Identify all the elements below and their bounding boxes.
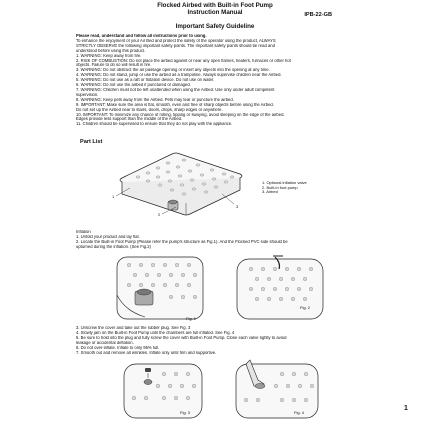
part-item: 3. Airbed [262,189,278,195]
safety-section-title: Important Safety Guideline [175,23,255,30]
safety-line: To enhance the enjoyment of your Air Bed and protect the safety of the operator using the product, ALWAYS [76,38,276,43]
safety-line: 11. Children should be supervised to ensure that they do not play with the appliance. [76,122,233,127]
safety-line: supervision. [76,92,99,97]
figure-4-label: Fig. 4 [294,410,305,415]
safety-line: Edges provide less support than the middle of the Airbed. [76,117,183,122]
callout-3: 3 [236,204,239,209]
inflation-steps-continued [76,326,376,355]
inflation-step: 6. Do not over-inflate. Inflate to only 95% full. [76,345,160,350]
figure-3-label: Fig. 3 [180,410,191,415]
manual-title: Flocked Airbed with Built-in Foot Pump [157,2,273,9]
safety-line: 10. IMPORTANT: To minimize any chance of rolling, tipping or swaying, avoid sleeping on the edge of the airbed. [76,112,285,117]
inflation-step: leakage or accidental deflation. [76,340,134,345]
inflation-step: 2. Locate the Built-in Foot Pump (Please refer the pump's structure as Fig.1). And the Flocked PVC side should be [76,239,288,244]
callout-2: 2 [158,212,161,217]
safety-line: 8. WARNING: Keep pets away from the Airbed. Pets may tear or puncture the airbed. [76,97,234,102]
safety-intro: Please read, understand and follow all instructions prior to using. [76,34,207,38]
figure-3-illustration [118,358,206,420]
figure-2-label: Fig. 2 [300,305,311,310]
inflation-step: 7. Smooth out and remove all wrinkles. Inflate only until firm and supportive. [76,350,217,355]
safety-line: Do not set up the Airbed near to stairs, doors, drops, sharp edges or anywhere. [76,107,223,112]
figure-2-illustration [235,255,327,323]
safety-line: 1. WARNING: Keep away from fire. [76,53,142,58]
page-number: 1 [404,405,408,412]
safety-line: objects. Failure to do so will result in fire. [76,63,152,68]
safety-line: STRICTLY OBSERVE the following important safety points. The Important safety points should be read and [76,43,275,48]
part-item: 2. Built-in foot pump [262,184,298,190]
model-code: IPB-22-GB [304,12,332,18]
part-item: 1. Optional inflation valve [262,180,307,185]
inflation-step: 5. Be sure to hold into the plug and fully screw the cover with Built-in Foot Pump. Close each valve tightly to avoid [76,335,287,340]
manual-subtitle: Instruction Manual [187,9,243,16]
airbed-illustration [112,150,252,222]
safety-line: understood before using this product. [76,48,146,53]
safety-line: 2. RISK OF COMBUSTION: Do not place the airbed against or near any open flames, heaters, furnaces or other hot [76,58,291,63]
part-list-heading: Part List [80,139,103,145]
safety-line: 3. WARNING: Do not obstruct the air passage opening or insert any objects into the opening at any time. [76,68,270,73]
inflation-step: 1. Unfold your product and lay flat. [76,234,140,239]
safety-line: 4. WARNING: Do not stand, jump or use the airbed as a trampoline. Always supervise children near the Airbed. [76,73,282,78]
callout-1: 1 [112,194,115,199]
inflation-text [76,230,376,250]
figure-4-illustration [232,358,324,420]
part-list [262,181,307,195]
safety-text [76,34,376,127]
safety-line: 9. IMPORTANT: Make sure the area is flat, smooth, even and free of sharp objects before using the Airbed. [76,102,274,107]
safety-line: 7. WARNING: Children must not be left unattended when using the Airbed. Use only under adult competent [76,87,275,92]
inflation-step: 3. Unscrew the cover and take out the rubber plug. See Fig. 3 [76,326,191,330]
safety-line: 6. WARNING: Do not use the airbed if punctured or damaged. [76,83,191,88]
safety-line: 5. WARNING: Do not use as a raft or flotation device. Do not use on water. [76,78,215,83]
figure-1-illustration [115,255,207,323]
inflation-step: upturned during the inflation. (See Fig.2) [76,244,151,249]
figure-1-label: Fig. 1 [186,316,197,321]
inflation-heading: Inflation [76,230,91,234]
inflation-step: 4. Slowly jam on the Built-in Foot Pump until the chambers are full inflated. See Fig. 4 [76,330,235,335]
